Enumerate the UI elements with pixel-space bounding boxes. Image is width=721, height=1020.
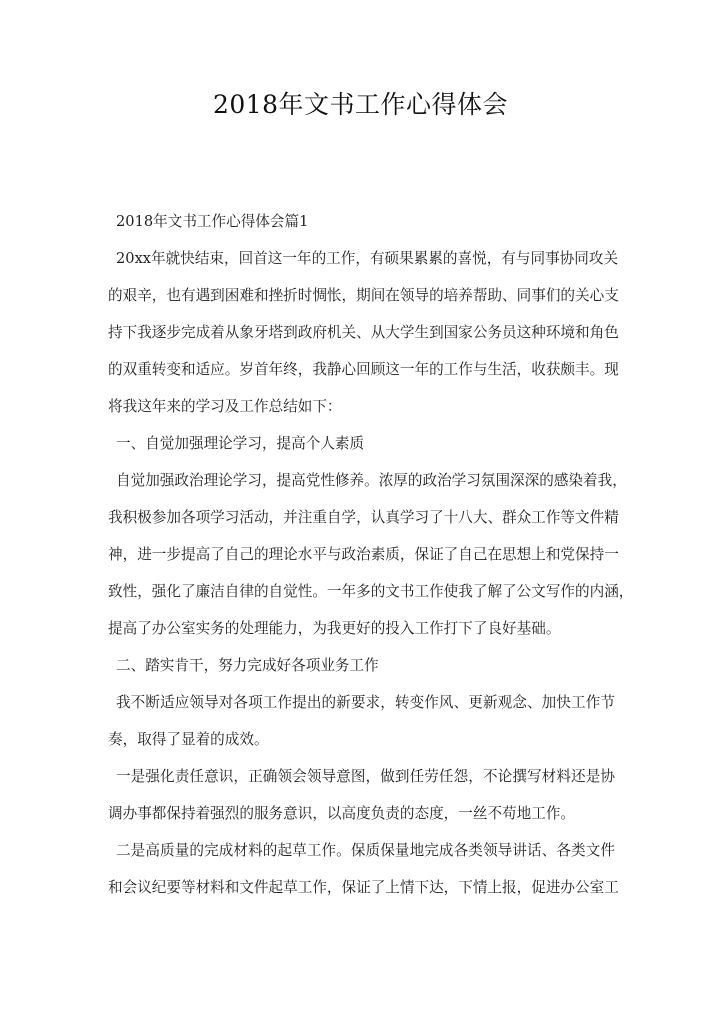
subheading-line: 2018年文书工作心得体会篇1 <box>116 213 309 230</box>
document-body <box>108 203 634 906</box>
paragraph-line: 致性，强化了廉洁自律的自觉性。一年多的文书工作使我了解了公文写作的内涵， <box>108 583 634 600</box>
paragraph-line: 奏，取得了显着的成效。 <box>108 731 269 748</box>
paragraph-line: 二是高质量的完成材料的起草工作。保质保量地完成各类领导讲话、各类文件 <box>116 842 615 859</box>
paragraph-line: 和会议纪要等材料和文件起草工作，保证了上情下达，下情上报，促进办公室工 <box>108 879 619 896</box>
paragraph-line: 持下我逐步完成着从象牙塔到政府机关、从大学生到国家公务员这种环境和角色 <box>108 324 619 341</box>
paragraph-line: 自觉加强政治理论学习，提高党性修养。浓厚的政治学习氛围深深的感染着我， <box>116 472 627 489</box>
paragraph-line: 一是强化责任意识，正确领会领导意图，做到任劳任怨，不论撰写材料还是协 <box>116 768 615 785</box>
paragraph-line: 的双重转变和适应。岁首年终，我静心回顾这一年的工作与生活，收获颇丰。现 <box>108 361 619 378</box>
document-title: 2018年文书工作心得体会 <box>212 90 509 119</box>
paragraph-line: 提高了办公室实务的处理能力，为我更好的投入工作打下了良好基础。 <box>108 620 561 637</box>
paragraph-line: 我积极参加各项学习活动，并注重自学，认真学习了十八大、群众工作等文件精 <box>108 509 619 526</box>
section-heading-line: 一、自觉加强理论学习，提高个人素质 <box>116 435 365 452</box>
paragraph-line: 20xx年就快结束，回首这一年的工作，有硕果累累的喜悦，有与同事协同攻关 <box>116 250 619 267</box>
section-heading-line: 二、踏实肯干，努力完成好各项业务工作 <box>116 657 379 674</box>
paragraph-line: 调办事都保持着强烈的服务意识，以高度负责的态度，一丝不苟地工作。 <box>108 805 576 822</box>
paragraph-line: 将我这年来的学习及工作总结如下： <box>108 398 342 415</box>
paragraph-line: 我不断适应领导对各项工作提出的新要求，转变作风、更新观念、加快工作节 <box>116 694 615 711</box>
paragraph-line: 的艰辛，也有遇到困难和挫折时惆怅，期间在领导的培养帮助、同事们的关心支 <box>108 287 619 304</box>
paragraph-line: 神，进一步提高了自己的理论水平与政治素质，保证了自己在思想上和党保持一 <box>108 546 619 563</box>
